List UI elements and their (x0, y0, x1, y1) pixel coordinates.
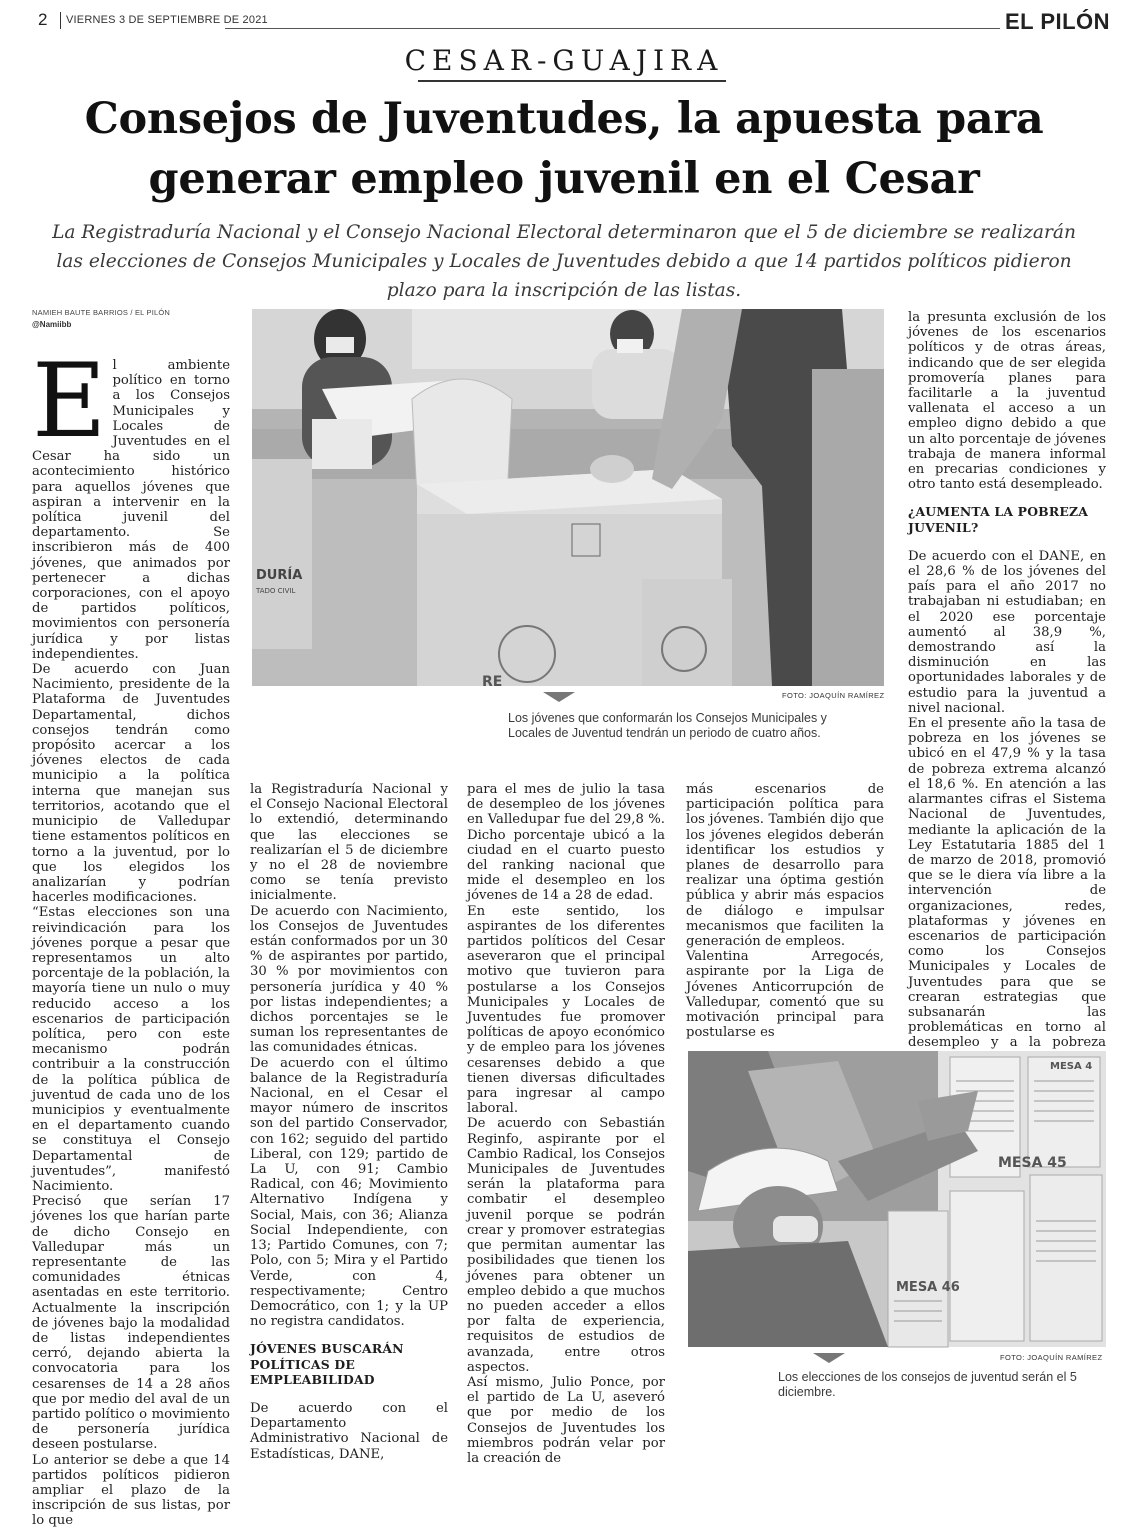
paragraph: más escenarios de participación política para los jóvenes. También dijo que los jóvenes elegidos deberán identificar los estudios y planes de desarrollo para realizar una óptima gestión pública y abrir más espacios de diálogo e impulsar mecanismos que faciliten la generación de empleos. (686, 782, 884, 950)
article-column-3 (467, 782, 665, 1466)
newspaper-logo: EL PILÓN (1005, 9, 1111, 34)
paragraph: Lo anterior se debe a que 14 partidos políticos pidieron ampliar el plazo de la inscripción de sus listas, por lo que (32, 1452, 230, 1529)
section-subhead: JÓVENES BUSCARÁN POLÍTICAS DE EMPLEABILIDAD (250, 1341, 404, 1387)
paragraph: De acuerdo con el DANE, en el 28,6 % de los jóvenes del país para el año 2017 no trabajaban ni estudiaban; en el 2020 ese porcentaje aumentó al 38,9 %, demostrando así la disminución en las oportunidades laborales y de estudio para la juventud a nivel nacional. (908, 548, 1106, 716)
header-rule (225, 28, 1000, 29)
headline-line-1: Consejos de Juventudes, la apuesta para (84, 94, 1044, 144)
subheadline: La Registraduría Nacional y el Consejo Nacional Electoral determinaron que el 5 de diciembre se realizarán las elecciones de Consejos Municipales y Locales de Juventudes debido a que 14 partidos políticos pidieron plazo para la inscripción de las listas. (52, 222, 1076, 301)
headline-line-2: generar empleo juvenil en el Cesar (148, 154, 980, 204)
paragraph: Precisó que serían 17 jóvenes los que harían parte de dicho Consejo en Valledupar más un representante de las comunidades étnicas asentadas en este territorio. Actualmente la inscripción de jóvenes bajo la modalidad de listas independientes cerró, dejando abierta la convocatoria para los cesarenses de 14 a 28 años que por medio del aval de un partido político o movimiento de personería jurídica deseen postularse. (32, 1194, 230, 1453)
paragraph: En este sentido, los aspirantes de los diferentes partidos políticos del Cesar aseveraron que el principal motivo que tuvieron para postularse a los Consejos Municipales y Locales de Juventudes fue promover políticas de apoyo económico y de empleo para los jóvenes cesarenses debido a que tienen diversas dificultades para ingresar al campo laboral. (467, 903, 665, 1117)
paragraph: De acuerdo con Sebastián Reginfo, aspirante por el Cambio Radical, los Consejos Municipales de Juventudes serán la plataforma para combatir el desempleo juvenil porque se podrán crear y promover estrategias que permitan aumentar las posibilidades que tienen los jóvenes para obtener un empleo debido a que muchos no pueden acceder a ellos por falta de experiencia, requisitos de estudios de avanzada, entre otros aspectos. (467, 1116, 665, 1375)
paragraph: la presunta exclusión de los jóvenes de los escenarios políticos y de otras áreas, indicando que de ser elegida promovería planes para facilitarle a la juventud vallenata el acceso a un empleo digno debido a que un alto porcentaje de jóvenes trabaja de manera informal en precarias condiciones y otro tanto está desempleado. (908, 310, 1106, 493)
paragraph: De acuerdo con el último balance de la Registraduría Nacional, en el Cesar el mayor número de inscritos son del partido Conservador, con 162; seguido del partido Liberal, con 129; partido de La U, con 91; Cambio Radical, con 46; Movimiento Alternativo Indígena y Social, Mais, con 36; Alianza Social Independiente, con 13; Partido Comunes, con 7; Polo, con 5; Mira y el Partido Verde, con 4, respectivamente; Centro Democrático, con 1; y la UP no registra candidatos. (250, 1055, 448, 1330)
paragraph: la Registraduría Nacional y el Consejo Nacional Electoral lo extendió, determinando que las elecciones se realizarían el 5 de diciembre y no el 28 de noviembre como se tenía previsto inicialmente. (250, 782, 448, 904)
paragraph: De acuerdo con el Departamento Administrativo Nacional de Estadísticas, DANE, (250, 1400, 448, 1462)
paragraph: l ambiente político en torno a los Consejos Municipales y Locales de Juventudes en el Cesar ha sido un acontecimiento histórico para aquellos jóvenes que aspiran a intervenir en la política juvenil del departamento. Se inscribieron más de 400 jóvenes, que animados por pertenecer a dichas corporaciones, con el apoyo de partidos políticos, movimientos con personería jurídica y por listas independientes. (32, 358, 230, 662)
article-column-2 (250, 782, 448, 1462)
paragraph: De acuerdo con Nacimiento, los Consejos de Juventudes están conformados por un 30 % de aspirantes por partido, 30 % por movimientos con personería jurídica y 40 % por listas independientes; a dichos porcentajes se le suman los representantes de las comunidades étnicas. (250, 903, 448, 1056)
article-column-1 (32, 342, 230, 1529)
byline: NAMIEH BAUTE BARRIOS / EL PILÓN (32, 308, 171, 317)
article-column-4 (686, 782, 884, 1040)
photo-caption: Los elecciones de los consejos de juventud serán el 5 diciembre. (778, 1370, 1077, 1399)
section-title: CESAR-GUAJIRA (404, 44, 724, 77)
section-subhead: ¿AUMENTA LA POBREZA JUVENIL? (908, 504, 1089, 535)
headline (30, 89, 1098, 209)
paragraph: En el presente año la tasa de pobreza en los jóvenes se ubicó en el 47,9 % y la tasa de pobreza extrema alcanzó el 18,6 %. En atención a las alarmantes cifras el Sistema Nacional de Juventudes, mediante la aplicación de la Ley Estatutaria 1885 del 1 de marzo de 2018, promovió que se le diera vía libre a la intervención de organizaciones, redes, plataformas y jóvenes en escenarios de participación como los Consejos Municipales y Locales de Juventudes para que se crearan estrategias que subsanarán las problemáticas en torno al desempleo y a la pobreza (908, 716, 1106, 1051)
paragraph: Valentina Arregocés, aspirante por la Liga de Jóvenes Anticorrupción de Valledupar, comentó que su motivación principal para postularse es (686, 949, 884, 1041)
table-sign-top: MESA 4 (1050, 1061, 1093, 1072)
photo-caption: Los jóvenes que conformarán los Consejos Municipales y Locales de Juventud tendrán un periodo de cuatro años. (508, 711, 827, 740)
table-sign-45: MESA 45 (998, 1155, 1067, 1171)
paragraph: “Estas elecciones son una reivindicación para los jóvenes porque a pesar que representamos un alto porcentaje de la población, la mayoría tiene un nulo o muy reducido acceso a los escenarios de participación política, pero con este mecanismo podrán contribuir a la construcción de la política pública de juventud de cada uno de los municipios y eventualmente en el departamento cuando se constituya el Consejo Departamental de juventudes”, manifestó Nacimiento. (32, 905, 230, 1194)
page-number: 2 (38, 10, 48, 29)
caption-arrow-icon (813, 1353, 845, 1363)
issue-date: VIERNES 3 DE SEPTIEMBRE DE 2021 (66, 14, 268, 26)
photo-ballot-boxes (252, 309, 884, 690)
photo-credit: FOTO: JOAQUÍN RAMÍREZ (1000, 1353, 1103, 1362)
box-print-3: RE (482, 674, 503, 690)
header-separator (60, 12, 61, 29)
photo-voting-lists (688, 1051, 1106, 1347)
paragraph: De acuerdo con Juan Nacimiento, presidente de la Plataforma de Juventudes Departamental, dichos consejos tendrán como propósito acercar a los jóvenes electos de cada municipio a la política interna que manejan sus territorios, acotando que el municipio de Valledupar tiene estamentos políticos en torno a la juventud, por lo que los elegidos los analizarían y podrían hacerles modificaciones. (32, 662, 230, 906)
drop-cap: E (32, 342, 107, 461)
author-handle: @Namiibb (32, 320, 72, 329)
photo-voting-lists-illustration (688, 1051, 1106, 1347)
table-sign-46: MESA 46 (896, 1280, 960, 1295)
photo-ballot-boxes-illustration (252, 309, 884, 690)
box-print-2: TADO CIVIL (256, 587, 296, 595)
section-rule (418, 80, 726, 82)
paragraph: Así mismo, Julio Ponce, por el partido de La U, aseveró que por medio de los Consejos de Juventudes los miembros podrán velar por la creación de (467, 1374, 665, 1466)
paragraph: para el mes de julio la tasa de desempleo de los jóvenes en Valledupar fue del 29,8 %. Dicho porcentaje ubicó a la ciudad en el cuarto puesto del ranking nacional que mide el desempleo en los jóvenes de 14 a 28 de edad. (467, 782, 665, 904)
box-print-1: DURÍA (256, 568, 303, 583)
photo-credit: FOTO: JOAQUÍN RAMÍREZ (782, 691, 885, 700)
caption-arrow-icon (543, 692, 575, 702)
